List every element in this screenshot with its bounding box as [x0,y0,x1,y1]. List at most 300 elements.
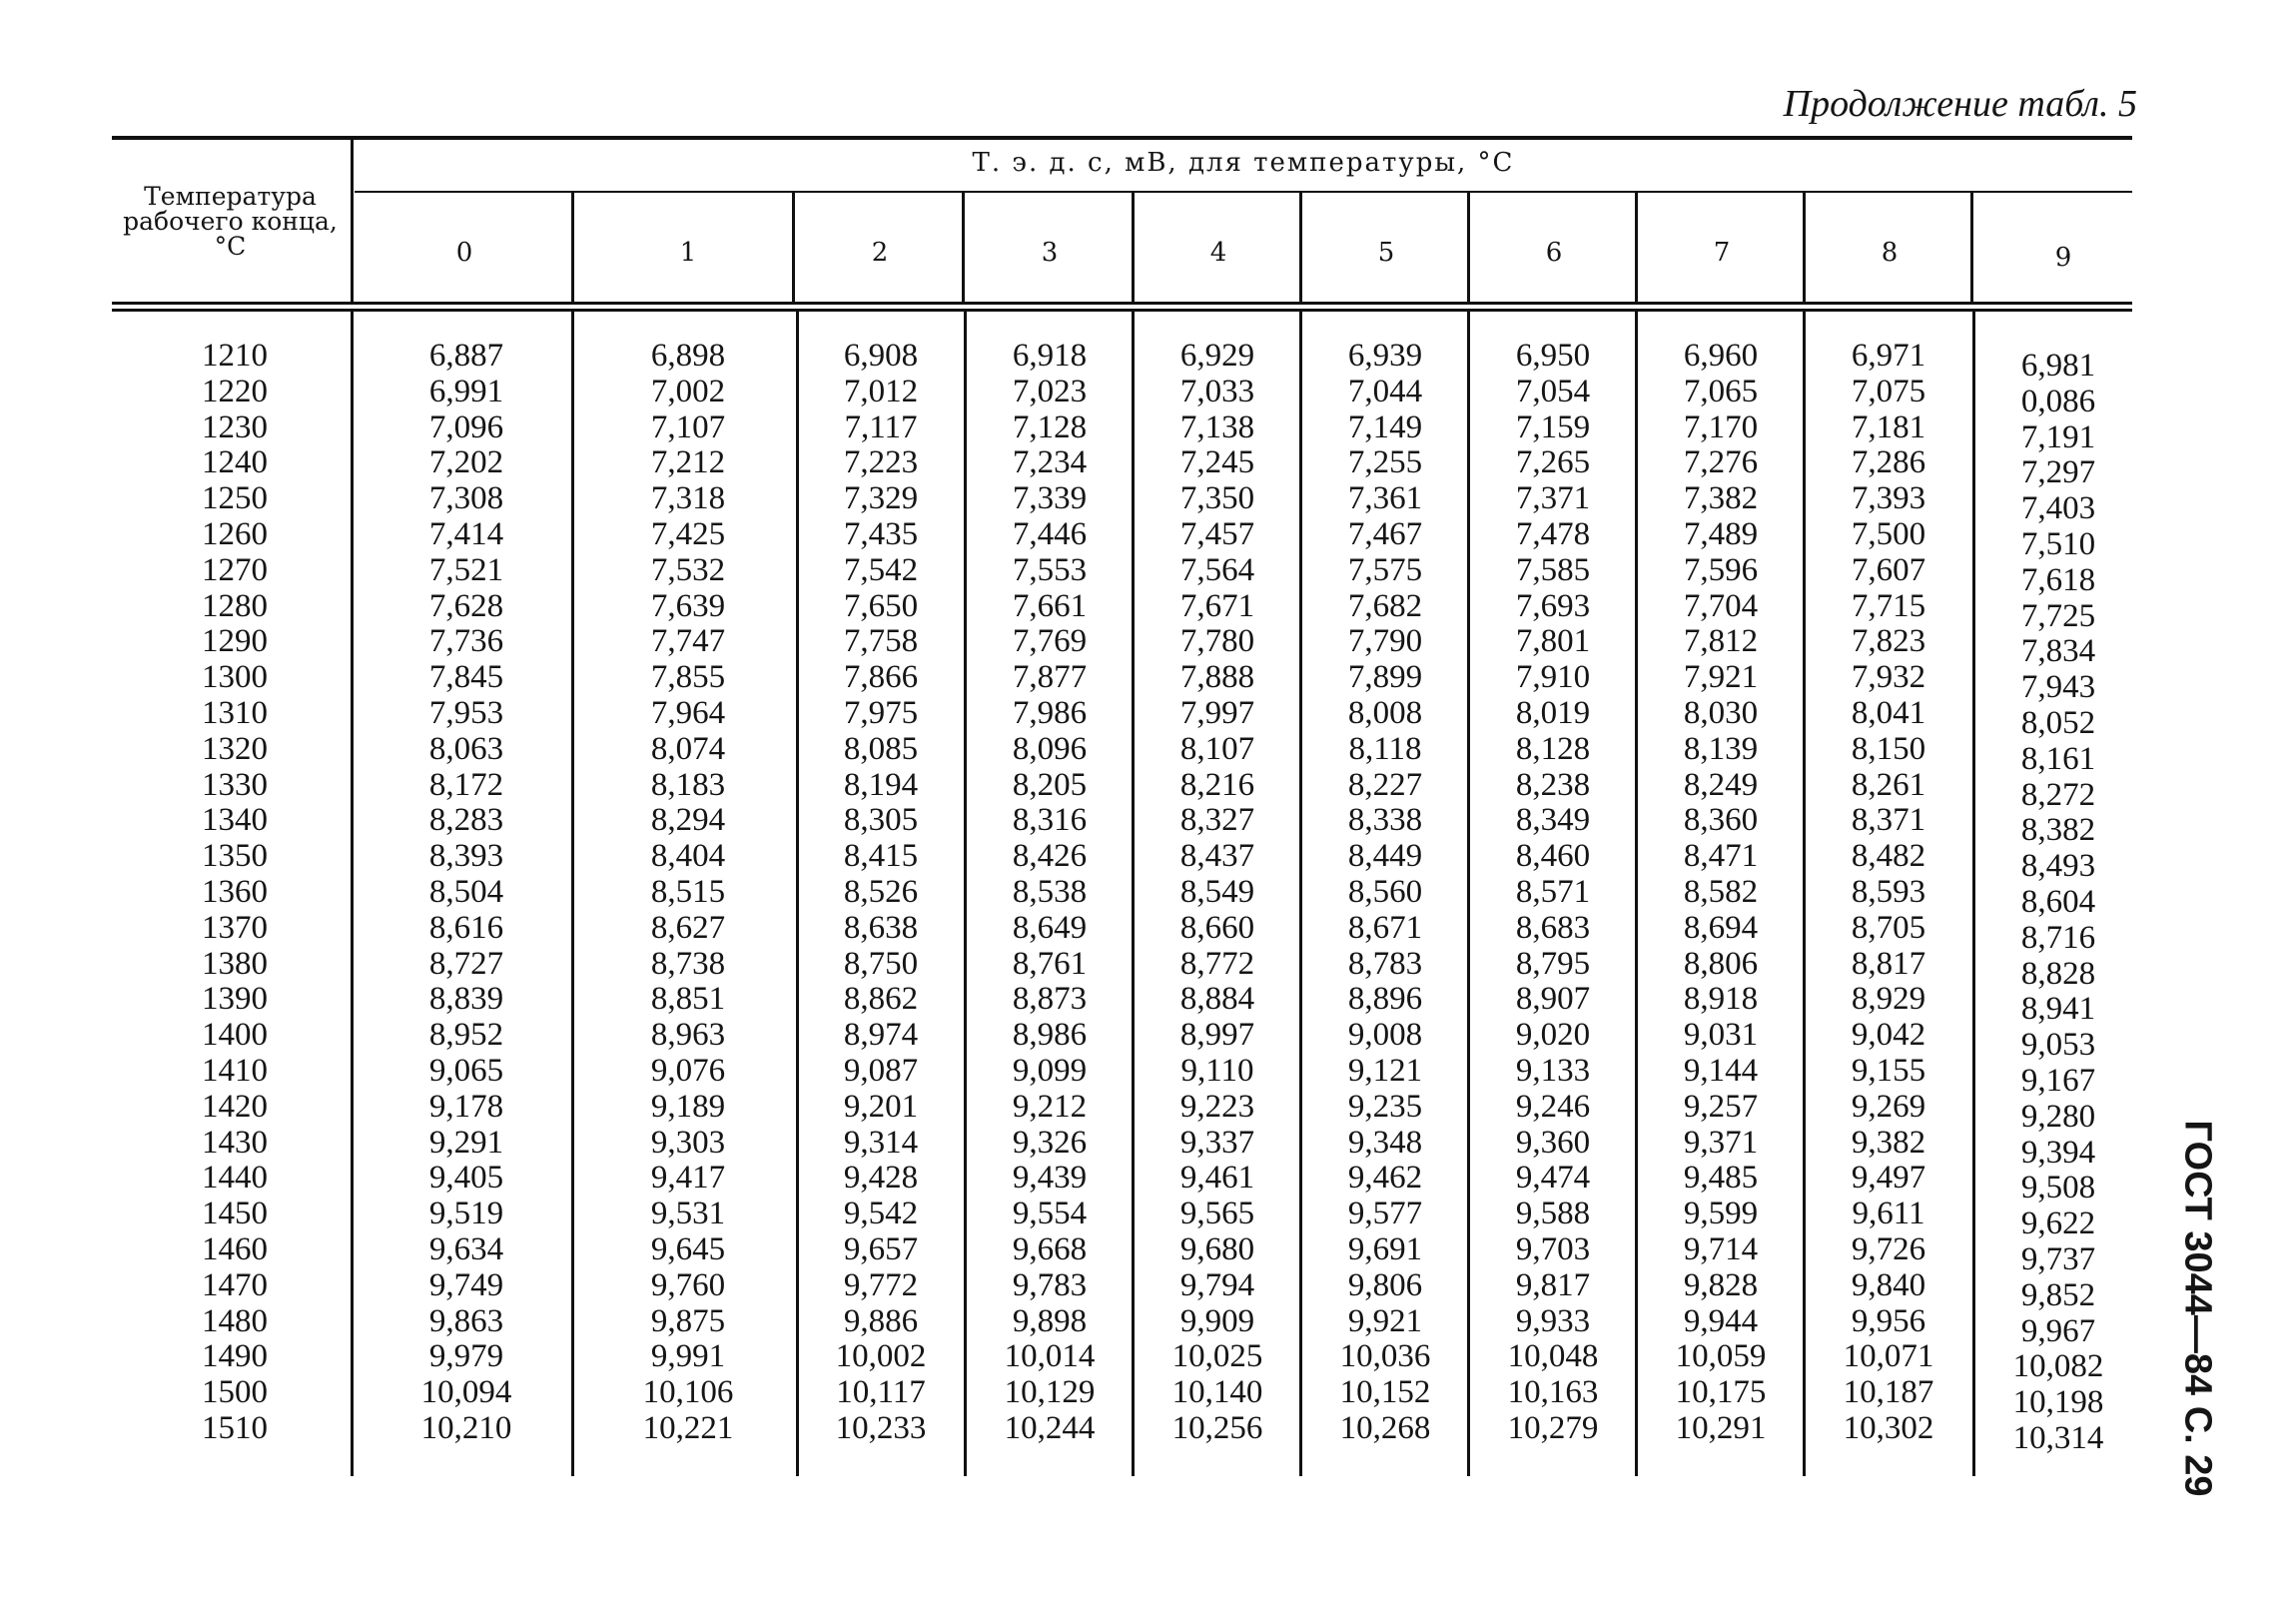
emf-cell: 8,172 [428,766,504,803]
emf-cell: 8,806 [1683,945,1759,982]
emf-cell: 0,086 [2020,383,2096,419]
emf-cell: 7,596 [1683,551,1759,588]
emf-cell: 7,128 [1012,408,1088,445]
row-label-header: Температура рабочего конца, °С [123,182,338,261]
emf-cell: 9,087 [843,1052,919,1089]
emf-cell: 8,471 [1683,838,1759,875]
emf-column-1 [608,339,768,1447]
emf-cell: 7,371 [1515,480,1591,517]
emf-cell: 8,795 [1515,945,1591,982]
emf-cell: 9,783 [1012,1266,1088,1303]
emf-cell: 9,909 [1179,1302,1255,1339]
header-divider [1467,193,1470,302]
temperature-cell: 1270 [202,551,268,588]
temperature-cell: 1300 [202,659,268,696]
emf-cell: 9,417 [650,1160,726,1197]
body-divider [1803,312,1806,1476]
emf-cell: 8,404 [650,838,726,875]
column-header: 4 [1209,238,1227,268]
emf-cell: 10,048 [1507,1338,1599,1375]
emf-cell: 8,828 [2020,955,2096,992]
emf-cell: 9,828 [1683,1266,1759,1303]
emf-cell: 9,691 [1347,1230,1423,1267]
column-header: 7 [1713,238,1731,268]
emf-cell: 6,918 [1012,338,1088,374]
emf-cell: 9,611 [1852,1196,1925,1232]
emf-cell: 8,305 [843,802,919,839]
emf-cell: 9,269 [1851,1088,1926,1125]
emf-cell: 7,350 [1179,480,1255,517]
header-divider [1803,193,1806,302]
emf-cell: 8,738 [650,945,726,982]
emf-cell: 9,554 [1012,1196,1088,1232]
emf-cell: 8,371 [1851,802,1926,839]
emf-cell: 8,627 [650,909,726,946]
emf-cell: 10,117 [836,1374,926,1411]
emf-cell: 9,348 [1347,1124,1423,1161]
emf-cell: 9,657 [843,1230,919,1267]
group-title: Т. э. д. с, мВ, для температуры, °С [972,148,1515,178]
emf-cell: 9,794 [1179,1266,1255,1303]
emf-cell: 7,308 [428,480,504,517]
emf-cell: 7,012 [843,373,919,409]
emf-cell: 7,467 [1347,515,1423,552]
emf-cell: 10,291 [1675,1409,1767,1446]
emf-column-2 [801,339,961,1447]
emf-column-4 [1138,339,1297,1447]
emf-cell: 7,747 [650,623,726,660]
header-divider [571,193,574,302]
emf-cell: 8,862 [843,981,919,1018]
emf-cell: 7,834 [2020,633,2096,670]
temperature-cell: 1210 [202,338,268,374]
header-divider [792,193,795,302]
emf-cell: 9,201 [843,1088,919,1125]
column-header: 5 [1377,238,1395,268]
emf-cell: 8,449 [1347,838,1423,875]
emf-cell: 7,521 [428,551,504,588]
emf-cell: 8,604 [2020,883,2096,920]
emf-cell: 8,008 [1347,694,1423,731]
temperature-cell: 1260 [202,515,268,552]
emf-cell: 7,297 [2020,454,2096,491]
column-header: 1 [679,238,697,268]
emf-cell: 10,175 [1675,1374,1767,1411]
emf-cell: 8,460 [1515,838,1591,875]
body-divider [351,312,354,1476]
emf-cell: 9,291 [428,1124,504,1161]
emf-cell: 8,360 [1683,802,1759,839]
emf-cell: 8,294 [650,802,726,839]
column-header: 2 [871,238,889,268]
temperature-cell: 1420 [202,1088,268,1125]
emf-cell: 8,896 [1347,981,1423,1018]
emf-cell: 8,694 [1683,909,1759,946]
emf-cell: 7,704 [1683,587,1759,624]
emf-cell: 8,107 [1179,730,1255,767]
emf-cell: 7,532 [650,551,726,588]
emf-cell: 9,076 [650,1052,726,1089]
emf-cell: 7,002 [650,373,726,409]
emf-cell: 8,096 [1012,730,1088,767]
emf-cell: 7,446 [1012,515,1088,552]
emf-cell: 7,414 [428,515,504,552]
emf-cell: 8,649 [1012,909,1088,946]
emf-cell: 9,531 [650,1196,726,1232]
emf-cell: 6,950 [1515,338,1591,374]
emf-cell: 8,526 [843,873,919,910]
temperature-cell: 1290 [202,623,268,660]
emf-cell: 8,549 [1179,873,1255,910]
emf-cell: 10,302 [1843,1409,1934,1446]
emf-cell: 8,817 [1851,945,1926,982]
emf-cell: 7,812 [1683,623,1759,660]
emf-cell: 7,329 [843,480,919,517]
emf-cell: 10,268 [1339,1409,1431,1446]
emf-cell: 9,212 [1012,1088,1088,1125]
emf-cell: 9,991 [650,1338,726,1375]
emf-cell: 9,737 [2020,1240,2096,1277]
emf-cell: 9,020 [1515,1017,1591,1054]
column-header: 8 [1881,238,1899,268]
temperature-cell: 1410 [202,1052,268,1089]
column-header: 9 [2054,243,2072,273]
emf-cell: 9,956 [1851,1302,1926,1339]
emf-cell: 9,223 [1179,1088,1255,1125]
emf-cell: 8,227 [1347,766,1423,803]
emf-cell: 9,588 [1515,1196,1591,1232]
header-divider [1970,193,1973,302]
emf-cell: 9,257 [1683,1088,1759,1125]
side-label [2167,1120,2227,1497]
emf-cell: 10,152 [1339,1374,1431,1411]
emf-cell: 9,360 [1515,1124,1591,1161]
emf-cell: 6,939 [1347,338,1423,374]
emf-cell: 10,210 [420,1409,512,1446]
body-divider [964,312,967,1476]
temperature-cell: 1400 [202,1017,268,1054]
emf-cell: 9,405 [428,1160,504,1197]
header-divider [1299,193,1302,302]
emf-cell: 8,986 [1012,1017,1088,1054]
emf-cell: 9,508 [2020,1170,2096,1206]
emf-cell: 7,975 [843,694,919,731]
emf-cell: 8,382 [2020,812,2096,849]
emf-cell: 10,163 [1507,1374,1599,1411]
emf-cell: 10,233 [835,1409,927,1446]
emf-cell: 7,435 [843,515,919,552]
temperature-cell: 1280 [202,587,268,624]
emf-cell: 6,887 [428,338,504,374]
emf-cell: 9,898 [1012,1302,1088,1339]
emf-cell: 8,772 [1179,945,1255,982]
emf-cell: 8,019 [1515,694,1591,731]
emf-cell: 8,907 [1515,981,1591,1018]
emf-cell: 9,394 [2020,1134,2096,1171]
emf-cell: 7,403 [2020,490,2096,527]
emf-cell: 9,167 [2020,1062,2096,1099]
emf-cell: 7,932 [1851,659,1926,696]
emf-cell: 8,493 [2020,848,2096,885]
emf-cell: 7,489 [1683,515,1759,552]
emf-cell: 7,943 [2020,669,2096,706]
temperature-cell: 1440 [202,1160,268,1197]
emf-cell: 6,898 [650,338,726,374]
emf-cell: 8,683 [1515,909,1591,946]
temperature-cell: 1510 [202,1409,268,1446]
emf-cell: 9,497 [1851,1160,1926,1197]
emf-cell: 6,960 [1683,338,1759,374]
emf-cell: 7,997 [1179,694,1255,731]
emf-cell: 10,059 [1675,1338,1767,1375]
emf-cell: 7,054 [1515,373,1591,409]
emf-cell: 8,582 [1683,873,1759,910]
emf-cell: 9,668 [1012,1230,1088,1267]
emf-cell: 7,245 [1179,444,1255,481]
emf-cell: 7,639 [650,587,726,624]
emf-cell: 9,144 [1683,1052,1759,1089]
emf-cell: 8,560 [1347,873,1423,910]
top-rule [112,136,2132,140]
emf-cell: 9,314 [843,1124,919,1161]
emf-cell: 9,155 [1851,1052,1926,1089]
emf-cell: 10,221 [642,1409,734,1446]
emf-cell: 7,564 [1179,551,1255,588]
emf-cell: 9,840 [1851,1266,1926,1303]
emf-cell: 9,703 [1515,1230,1591,1267]
emf-cell: 7,265 [1515,444,1591,481]
temperature-column [150,339,320,1447]
emf-cell: 10,198 [2012,1384,2104,1421]
emf-cell: 9,065 [428,1052,504,1089]
emf-cell: 8,426 [1012,838,1088,875]
emf-cell: 9,863 [428,1302,504,1339]
emf-cell: 7,075 [1851,373,1926,409]
emf-cell: 7,149 [1347,408,1423,445]
emf-cell: 7,910 [1515,659,1591,696]
emf-cell: 9,042 [1851,1017,1926,1054]
emf-cell: 7,618 [2020,561,2096,598]
emf-cell: 8,261 [1851,766,1926,803]
emf-cell: 7,510 [2020,525,2096,562]
emf-cell: 10,036 [1339,1338,1431,1375]
emf-cell: 9,565 [1179,1196,1255,1232]
column-header: 3 [1041,238,1059,268]
emf-cell: 8,538 [1012,873,1088,910]
emf-cell: 9,921 [1347,1302,1423,1339]
emf-cell: 9,189 [650,1088,726,1125]
emf-cell: 8,515 [650,873,726,910]
emf-cell: 8,349 [1515,802,1591,839]
temperature-cell: 1350 [202,838,268,875]
side-label-text: ГОСТ 3044—84 С. 29 [2176,1120,2219,1497]
temperature-cell: 1310 [202,694,268,731]
emf-cell: 6,971 [1851,338,1926,374]
emf-cell: 9,519 [428,1196,504,1232]
emf-cell: 10,314 [2012,1419,2104,1456]
emf-cell: 8,316 [1012,802,1088,839]
temperature-cell: 1370 [202,909,268,946]
header-divider [962,193,965,302]
emf-cell: 8,929 [1851,981,1926,1018]
emf-cell: 8,671 [1347,909,1423,946]
emf-cell: 8,660 [1179,909,1255,946]
emf-cell: 8,283 [428,802,504,839]
emf-cell: 6,991 [428,373,504,409]
emf-cell: 7,339 [1012,480,1088,517]
emf-cell: 9,622 [2020,1205,2096,1242]
emf-cell: 9,461 [1179,1160,1255,1197]
emf-cell: 8,272 [2020,776,2096,813]
emf-cell: 8,238 [1515,766,1591,803]
emf-column-0 [386,339,546,1447]
emf-cell: 9,008 [1347,1017,1423,1054]
column-header: 0 [455,238,473,268]
emf-cell: 7,693 [1515,587,1591,624]
emf-cell: 8,052 [2020,704,2096,741]
emf-cell: 7,682 [1347,587,1423,624]
temperature-cell: 1320 [202,730,268,767]
emf-cell: 7,585 [1515,551,1591,588]
emf-cell: 9,439 [1012,1160,1088,1197]
emf-cell: 9,099 [1012,1052,1088,1089]
emf-cell: 7,138 [1179,408,1255,445]
emf-cell: 8,761 [1012,945,1088,982]
emf-cell: 7,382 [1683,480,1759,517]
emf-cell: 7,223 [843,444,919,481]
emf-cell: 8,750 [843,945,919,982]
emf-cell: 8,941 [2020,991,2096,1028]
emf-cell: 7,845 [428,659,504,696]
emf-cell: 9,031 [1683,1017,1759,1054]
emf-cell: 8,074 [650,730,726,767]
emf-cell: 7,607 [1851,551,1926,588]
temperature-cell: 1360 [202,873,268,910]
emf-cell: 7,107 [650,408,726,445]
emf-cell: 7,628 [428,587,504,624]
emf-cell: 8,118 [1348,730,1422,767]
emf-cell: 10,187 [1843,1374,1934,1411]
emf-cell: 8,705 [1851,909,1926,946]
emf-cell: 10,256 [1171,1409,1263,1446]
emf-cell: 8,183 [650,766,726,803]
body-divider [1299,312,1302,1476]
emf-cell: 7,044 [1347,373,1423,409]
emf-cell: 8,727 [428,945,504,982]
emf-column-6 [1473,339,1633,1447]
emf-cell: 7,276 [1683,444,1759,481]
emf-cell: 7,661 [1012,587,1088,624]
emf-cell: 8,593 [1851,873,1926,910]
emf-cell: 8,851 [650,981,726,1018]
emf-cell: 10,082 [2012,1348,2104,1385]
emf-cell: 8,437 [1179,838,1255,875]
emf-column-7 [1641,339,1801,1447]
temperature-cell: 1220 [202,373,268,409]
emf-cell: 10,071 [1843,1338,1934,1375]
header-double-rule-1 [112,302,2132,305]
emf-cell: 7,575 [1347,551,1423,588]
emf-cell: 10,094 [420,1374,512,1411]
emf-cell: 7,393 [1851,480,1926,517]
emf-cell: 8,974 [843,1017,919,1054]
temperature-cell: 1230 [202,408,268,445]
emf-cell: 9,371 [1683,1124,1759,1161]
emf-cell: 9,110 [1180,1052,1254,1089]
emf-cell: 9,485 [1683,1160,1759,1197]
emf-cell: 7,286 [1851,444,1926,481]
emf-cell: 8,194 [843,766,919,803]
emf-cell: 7,758 [843,623,919,660]
emf-cell: 7,769 [1012,623,1088,660]
temperature-cell: 1250 [202,480,268,517]
emf-cell: 9,542 [843,1196,919,1232]
emf-cell: 8,873 [1012,981,1088,1018]
emf-cell: 8,918 [1683,981,1759,1018]
emf-cell: 9,053 [2020,1027,2096,1064]
emf-cell: 7,255 [1347,444,1423,481]
temperature-cell: 1240 [202,444,268,481]
emf-cell: 7,964 [650,694,726,731]
emf-cell: 10,002 [835,1338,927,1375]
emf-cell: 7,202 [428,444,504,481]
emf-cell: 9,382 [1851,1124,1926,1161]
emf-cell: 9,280 [2020,1098,2096,1135]
emf-cell: 9,875 [650,1302,726,1339]
emf-cell: 10,014 [1004,1338,1096,1375]
emf-cell: 9,474 [1515,1160,1591,1197]
emf-cell: 9,680 [1179,1230,1255,1267]
column-header: 6 [1545,238,1563,268]
emf-cell: 9,944 [1683,1302,1759,1339]
emf-cell: 7,234 [1012,444,1088,481]
emf-cell: 8,161 [2020,740,2096,777]
emf-cell: 8,571 [1515,873,1591,910]
emf-cell: 9,933 [1515,1302,1591,1339]
emf-column-5 [1305,339,1465,1447]
emf-cell: 7,212 [650,444,726,481]
emf-cell: 9,726 [1851,1230,1926,1267]
emf-cell: 8,482 [1851,838,1926,875]
emf-cell: 8,041 [1851,694,1926,731]
emf-cell: 9,760 [650,1266,726,1303]
temperature-cell: 1330 [202,766,268,803]
emf-cell: 7,866 [843,659,919,696]
temperature-cell: 1340 [202,802,268,839]
emf-cell: 7,117 [844,408,918,445]
temperature-cell: 1450 [202,1196,268,1232]
emf-cell: 9,133 [1515,1052,1591,1089]
body-divider [1635,312,1638,1476]
emf-cell: 7,191 [2020,418,2096,455]
emf-cell: 8,139 [1683,730,1759,767]
emf-cell: 7,953 [428,694,504,731]
emf-cell: 9,886 [843,1302,919,1339]
emf-cell: 8,716 [2020,919,2096,956]
emf-cell: 9,303 [650,1124,726,1161]
emf-cell: 10,140 [1171,1374,1263,1411]
emf-cell: 9,749 [428,1266,504,1303]
emf-cell: 9,326 [1012,1124,1088,1161]
emf-cell: 7,159 [1515,408,1591,445]
emf-cell: 7,671 [1179,587,1255,624]
emf-cell: 7,855 [650,659,726,696]
emf-cell: 9,246 [1515,1088,1591,1125]
emf-cell: 8,030 [1683,694,1759,731]
emf-cell: 7,715 [1851,587,1926,624]
emf-cell: 9,714 [1683,1230,1759,1267]
emf-cell: 8,128 [1515,730,1591,767]
